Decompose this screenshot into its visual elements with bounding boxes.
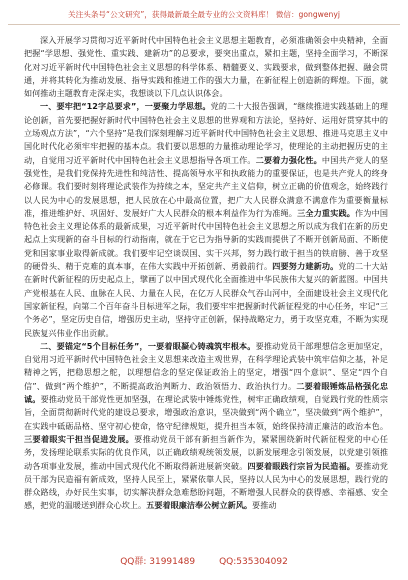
section-1-text-a: 党的二十大报告强调，“继续推进实践基础上的理论创新，首先要把握好新时代中国特色社会主义思想的世界观和方法论，坚持好、运用好贯穿其中的立场观点方法”，“六个坚持”是我们深刻理解习近平新时代中国特色社会主义思想、推进马克思主义中国化时代化必须牢牢把握的基本点。我们要以思想的力量推动理论学习，使理论的主动把握历史的主动，自觉用习近平新时代中国特色社会主义思想指导各项工作。 — [24, 101, 388, 165]
section-2-paragraph — [24, 340, 388, 513]
footer-qq-group: QQ群: 31991489 — [120, 557, 196, 567]
section-2-text-a: 要推动党员干部理想信念更加坚定，自觉用习近平新时代中国特色社会主义思想来改造主观世界，在科学理论武装中筑牢信仰之基，补足精神之钙，把稳思想之舵，以理想信念的坚定保证政治上的坚定，增强“四个意识”、坚定“四个自信”、做到“两个维护”，不断提高政治判断力、政治领悟力、政治执行力。 — [24, 340, 388, 391]
intro-paragraph: 深入开展学习贯彻习近平新时代中国特色社会主义思想主题教育，必须准确领会中央精神，全面把握“学思想、强党性、重实践、建新功”的总要求，要突出重点，紧扣主题，坚持全面学习，不断深化对习近平新时代中国特色社会主义思想的科学体系、精髓要义、实践要求，做到整体把握、融会贯通，并将其转化为推动发展、指导实践和推进工作的强大力量，在新征程上创造新的辉煌。下面，就如何推动主题教育走深走实，我想谈以下几点认识体会。 — [24, 35, 388, 99]
section-1-subheading-d: 四要努力建新功。 — [272, 261, 339, 272]
section-2-subheading-e: 五要着眼廉洁奉公树立新风。 — [146, 500, 253, 511]
section-2-subheading-c: 三要着眼实干担当促进发展。 — [24, 433, 135, 444]
section-2-subheading-d: 四要着眼践行宗旨为民造福。 — [247, 460, 356, 471]
section-1-subheading-c: 三全力重实践。 — [297, 207, 356, 218]
section-1-text-c: 作为中国特色社会主义理论体系的最新成果，习近平新时代中国特色社会主义思想之所以成为我们在新的历史起点上实现新的奋斗目标的行动指南，就在于它已为指导新的实践而提供了不断开创新局面、不断使党和国家事业取得新成就。我们要牢记空谈误国、实干兴邦，努力践行敢于担当的铁肩膀、善于攻坚的硬骨头、精于克难的真本事，在伟大实践中开拓创新、勇毅前行。 — [24, 207, 388, 272]
section-2-text-b: 要推动党员干部党性更加坚强，在理论武装中锤炼党性，树牢正确政绩观，自觉践行党的性质宗旨，全面贯彻新时代党的建设总要求，增强政治意识，坚决做到“两个确立”，坚决做到“两个维护”，在实践中砥砺品格、坚守初心使命，恪守纪律规矩，提升担当本领，始终保持清正廉洁的政治本色。 — [24, 394, 388, 431]
section-2-subheading-b: 二要着眼锤炼品格强化忠诚。 — [24, 380, 388, 405]
section-2-text-e: 要推动 — [252, 500, 277, 511]
section-2-heading: 二、要锚定“5个目标任务”，一要着眼凝心铸魂筑牢根本。 — [40, 340, 256, 351]
section-2-text-c: 要推动党员干部有新担当新作为，紧紧围绕新时代新征程党的中心任务，发扬理论联系实际的优良作风，以正确政绩观统领发展，以新发展理念引领发展，以党建引领推动各项事业发展，推动中国式现代化不断取得新进展新突破。 — [24, 433, 388, 471]
footer-qq: QQ:535304092 — [219, 557, 288, 567]
section-2-text-d: 要推动党员干部为民造福有新成效，坚持人民至上，紧紧依靠人民，坚持以人民为中心的发展思想，践行党的群众路线，办好民生实事，切实解决群众急难愁盼问题，不断增强人民群众的获得感、幸福感、安全感，把党的温暖送到群众心坎上。 — [24, 460, 388, 511]
section-1-text-b: 中国共产党人的坚强党性，是我们党保持先进性和纯洁性、提高领导水平和执政能力的重要保证，也是共产党人的终身必修课。我们要时刻将理论武装作为持续之本，坚定共产主义信仰，树立正确的价值观念，始终践行以人民为中心的发展思想，把人民放在心中最高位置，把广大人民群众满意不满意作为重要衡量标准，推进维护好、巩固好、发展好广大人民群众的根本利益作为行为准绳。 — [24, 154, 388, 218]
section-1-subheading-b: 二要着力强化性。 — [255, 154, 322, 165]
top-banner: 关注头条号“公文研究”，获得最新最全最专业的公文资料库！ 微信：gongwenyj — [8, 6, 400, 25]
section-1-text-d: 党的二十大站在新时代新征程的历史起点上，擘画了以中国式现代化全面推进中华民族伟大复兴的新蓝图。中国共产党根基在人民、血脉在人民、力量在人民，在亿万人民群众气吞山河中，全面建设社会主义现代化国家新征程，向第二个百年奋斗目标进军之际，我们要牢牢把握新时代新征程党的中心任务，牢记“三个务必”，坚定历史自信，增强历史主动，坚持守正创新，保持战略定力，勇于攻坚克难，不断为实现民族复兴伟业作出贡献。 — [24, 261, 388, 338]
document-body — [24, 34, 388, 534]
section-1-heading: 一、要牢把“12字总要求”，一要聚力学思想。 — [40, 101, 211, 112]
section-1-paragraph — [24, 100, 388, 339]
footer-contact — [0, 554, 408, 570]
